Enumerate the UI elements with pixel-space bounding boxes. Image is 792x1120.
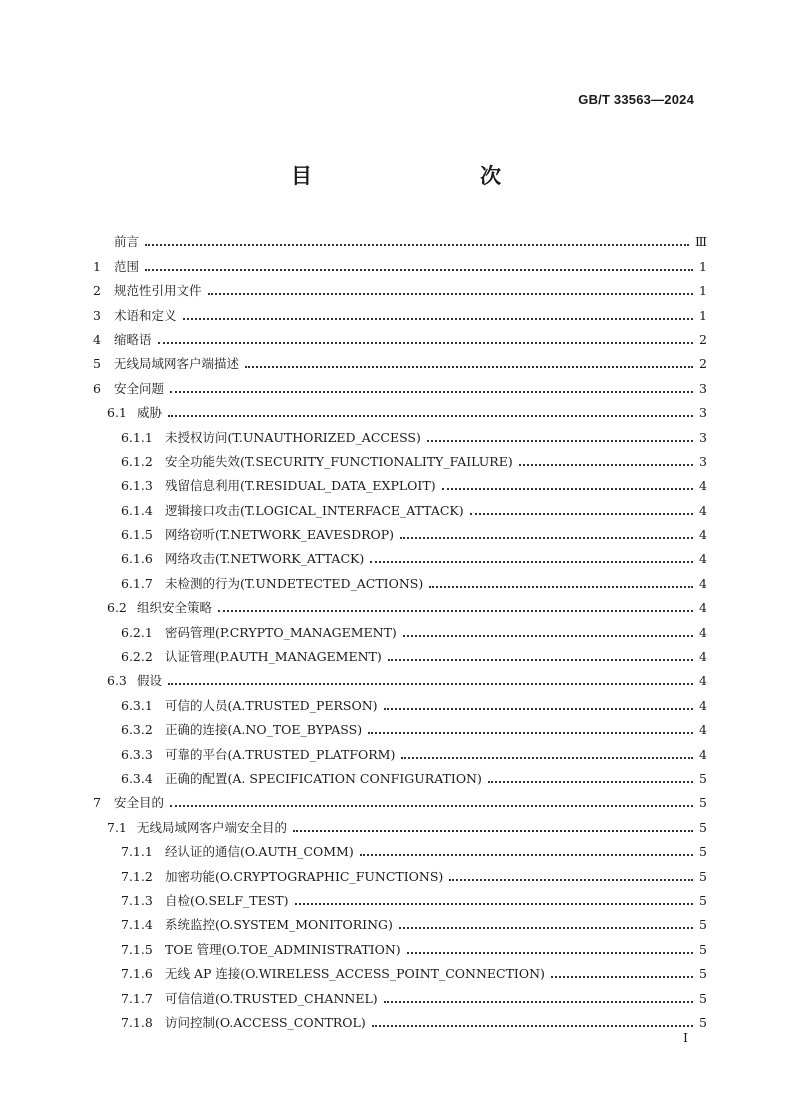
- toc-entry[interactable]: [93, 592, 707, 616]
- toc-leader-dots: [368, 732, 693, 734]
- toc-entry-page: 1: [699, 283, 707, 299]
- toc-entry-number: 6.1.5: [121, 527, 153, 543]
- toc-entry[interactable]: [93, 836, 707, 860]
- toc-entry-number: 7: [93, 795, 101, 811]
- toc-leader-dots: [170, 391, 693, 393]
- toc-entry-page: 3: [699, 405, 707, 421]
- toc-entry-page: 5: [699, 990, 707, 1006]
- toc-entry-page: 4: [699, 673, 707, 689]
- toc-leader-dots: [145, 269, 693, 271]
- toc-entry-page: 5: [699, 941, 707, 957]
- toc-entry[interactable]: [93, 250, 707, 274]
- toc-entry-label: 可信的人员(A.TRUSTED_PERSON): [165, 697, 378, 713]
- toc-entry-label: 威胁: [137, 405, 163, 421]
- toc-entry[interactable]: [93, 275, 707, 299]
- toc-entry-number: 2: [93, 283, 101, 299]
- toc-entry-label: 安全问题: [114, 380, 165, 396]
- toc-entry-label: TOE 管理(O.TOE_ADMINISTRATION): [165, 941, 401, 957]
- toc-entry-number: 6.1.1: [121, 429, 153, 445]
- toc-entry-number: 7.1.1: [121, 844, 153, 860]
- toc-entry[interactable]: [93, 470, 707, 494]
- toc-entry-label: 网络窃听(T.NETWORK_EAVESDROP): [165, 527, 395, 543]
- toc-entry-number: 7.1.2: [121, 868, 153, 884]
- toc-entry-label: 规范性引用文件: [114, 283, 202, 299]
- page-number: I: [683, 1030, 688, 1045]
- toc-leader-dots: [360, 854, 693, 856]
- toc-entry-label: 无线 AP 连接(O.WIRELESS_ACCESS_POINT_CONNECTION): [165, 966, 545, 982]
- toc-leader-dots: [403, 635, 693, 637]
- toc-entry-page: 4: [699, 551, 707, 567]
- toc-entry-number: 6.1.6: [121, 551, 153, 567]
- toc-entry-page: 5: [699, 868, 707, 884]
- toc-entry[interactable]: [93, 372, 707, 396]
- toc-entry[interactable]: [93, 909, 707, 933]
- toc-entry[interactable]: [93, 494, 707, 518]
- toc-leader-dots: [168, 415, 693, 417]
- toc-entry-page: 5: [699, 819, 707, 835]
- toc-leader-dots: [370, 561, 693, 563]
- toc-entry-number: 5: [93, 356, 101, 372]
- toc-entry-label: 可信信道(O.TRUSTED_CHANNEL): [165, 990, 378, 1006]
- toc-leader-dots: [372, 1025, 693, 1027]
- toc-leader-dots: [218, 610, 693, 612]
- toc-entry[interactable]: [93, 763, 707, 787]
- toc-entry-page: 4: [699, 575, 707, 591]
- toc-entry-number: 6.1.2: [121, 453, 153, 469]
- toc-entry-label: 加密功能(O.CRYPTOGRAPHIC_FUNCTIONS): [165, 868, 444, 884]
- toc-entry-number: 7.1.6: [121, 966, 153, 982]
- toc-entry-number: 6.3.4: [121, 770, 153, 786]
- toc-entry[interactable]: [93, 446, 707, 470]
- toc-entry[interactable]: [93, 616, 707, 640]
- toc-leader-dots: [427, 440, 693, 442]
- toc-entry-page: 4: [699, 527, 707, 543]
- toc-entry-page: 4: [699, 722, 707, 738]
- toc-entry-number: 6.1: [107, 405, 127, 421]
- toc-entry-page: 2: [699, 331, 707, 347]
- toc-entry-number: 3: [93, 307, 101, 323]
- toc-leader-dots: [470, 513, 693, 515]
- toc-entry-page: 3: [699, 429, 707, 445]
- toc-entry-page: 5: [699, 844, 707, 860]
- toc-leader-dots: [488, 781, 693, 783]
- toc-entry-page: 3: [699, 380, 707, 396]
- toc-entry-number: 6.1.7: [121, 575, 153, 591]
- toc-leader-dots: [245, 366, 693, 368]
- toc-entry[interactable]: [93, 567, 707, 591]
- toc-entry-page: 4: [699, 624, 707, 640]
- toc-entry-page: 4: [699, 600, 707, 616]
- toc-entry-label: 正确的连接(A.NO_TOE_BYPASS): [165, 722, 363, 738]
- toc-entry-label: 经认证的通信(O.AUTH_COMM): [165, 844, 354, 860]
- toc-entry-number: 6.1.4: [121, 502, 153, 518]
- toc-entry-number: 7.1.8: [121, 1014, 153, 1030]
- toc-entry[interactable]: [93, 324, 707, 348]
- toc-entry-label: 未授权访问(T.UNAUTHORIZED_ACCESS): [165, 429, 421, 445]
- toc-entry-label: 假设: [137, 673, 163, 689]
- toc-entry-label: 可靠的平台(A.TRUSTED_PLATFORM): [165, 746, 396, 762]
- toc-entry-label: 认证管理(P.AUTH_MANAGEMENT): [165, 649, 382, 665]
- toc-entry-label: 范围: [114, 258, 140, 274]
- toc-entry-label: 正确的配置(A. SPECIFICATION CONFIGURATION): [165, 770, 482, 786]
- toc-entry[interactable]: [93, 226, 707, 250]
- toc-entry-label: 术语和定义: [114, 307, 177, 323]
- toc-entry[interactable]: [93, 641, 707, 665]
- toc-entry[interactable]: [93, 299, 707, 323]
- toc-entry-number: 6.3.1: [121, 697, 153, 713]
- toc-entry[interactable]: [93, 860, 707, 884]
- toc-entry-label: 网络攻击(T.NETWORK_ATTACK): [165, 551, 365, 567]
- toc-entry[interactable]: [93, 714, 707, 738]
- toc-entry-number: 6: [93, 380, 101, 396]
- toc-leader-dots: [388, 659, 693, 661]
- toc-leader-dots: [158, 342, 693, 344]
- toc-leader-dots: [551, 976, 693, 978]
- toc-entry-number: 7.1.4: [121, 917, 153, 933]
- toc-entry-label: 组织安全策略: [137, 600, 213, 616]
- toc-entry-number: 6.2.1: [121, 624, 153, 640]
- toc-entry-label: 无线局域网客户端安全目的: [137, 819, 288, 835]
- toc-entry[interactable]: [93, 1007, 707, 1031]
- toc-entry[interactable]: [93, 421, 707, 445]
- toc-entry[interactable]: [93, 689, 707, 713]
- toc-leader-dots: [429, 586, 693, 588]
- toc-entry-number: 7.1.3: [121, 892, 153, 908]
- toc-entry-page: 4: [699, 746, 707, 762]
- toc-entry-number: 7.1.7: [121, 990, 153, 1006]
- toc-entry-page: 5: [699, 795, 707, 811]
- toc-leader-dots: [208, 293, 693, 295]
- toc-entry-page: 3: [699, 453, 707, 469]
- toc-leader-dots: [407, 952, 693, 954]
- toc-entry-page: 2: [699, 356, 707, 372]
- toc-entry-label: 缩略语: [114, 331, 152, 347]
- toc-leader-dots: [293, 830, 693, 832]
- toc-leader-dots: [384, 708, 693, 710]
- toc-entry-page: 4: [699, 478, 707, 494]
- toc-entry[interactable]: [93, 665, 707, 689]
- toc-entry[interactable]: [93, 519, 707, 543]
- toc-entry-label: 系统监控(O.SYSTEM_MONITORING): [165, 917, 393, 933]
- toc-entry-label: 残留信息利用(T.RESIDUAL_DATA_EXPLOIT): [165, 478, 436, 494]
- toc-entry-number: 6.3: [107, 673, 127, 689]
- toc-title: 目 次: [291, 164, 543, 188]
- toc-leader-dots: [449, 879, 693, 881]
- toc-entry-number: 4: [93, 331, 101, 347]
- toc-entry-page: 1: [699, 307, 707, 323]
- toc-entry-page: 5: [699, 966, 707, 982]
- toc-entry-page: 5: [699, 892, 707, 908]
- toc-entry-label: 访问控制(O.ACCESS_CONTROL): [165, 1014, 366, 1030]
- toc-entry-label: 密码管理(P.CRYPTO_MANAGEMENT): [165, 624, 397, 640]
- toc-leader-dots: [399, 927, 693, 929]
- toc-leader-dots: [401, 757, 693, 759]
- toc-leader-dots: [170, 805, 693, 807]
- toc-entry-label: 安全功能失效(T.SECURITY_FUNCTIONALITY_FAILURE): [165, 453, 513, 469]
- toc-entry-page: 4: [699, 649, 707, 665]
- toc-entry-number: 6.3.2: [121, 722, 153, 738]
- toc-entry-number: 6.2: [107, 600, 127, 616]
- toc-entry-label: 前言: [114, 234, 140, 250]
- toc-entry-page: 5: [699, 917, 707, 933]
- toc-entry[interactable]: [93, 958, 707, 982]
- toc-entry-label: 自检(O.SELF_TEST): [165, 892, 289, 908]
- toc-leader-dots: [295, 903, 693, 905]
- toc-entry-page: 1: [699, 258, 707, 274]
- toc-leader-dots: [384, 1001, 693, 1003]
- toc-entry[interactable]: [93, 543, 707, 567]
- toc-leader-dots: [519, 464, 693, 466]
- toc-entry-number: 6.2.2: [121, 649, 153, 665]
- toc-entry[interactable]: [93, 885, 707, 909]
- toc-entry[interactable]: [93, 348, 707, 372]
- toc-entry-label: 安全目的: [114, 795, 165, 811]
- toc-entry-page: Ⅲ: [694, 234, 707, 250]
- toc-leader-dots: [168, 683, 693, 685]
- toc-entry[interactable]: [93, 933, 707, 957]
- toc-entry-label: 无线局域网客户端描述: [114, 356, 240, 372]
- toc-leader-dots: [183, 318, 693, 320]
- toc-leader-dots: [400, 537, 693, 539]
- toc-entry-page: 4: [699, 502, 707, 518]
- toc-entry[interactable]: [93, 787, 707, 811]
- document-code: GB/T 33563—2024: [578, 92, 694, 107]
- toc-leader-dots: [145, 244, 689, 246]
- toc-leader-dots: [442, 488, 693, 490]
- toc-entry-number: 6.1.3: [121, 478, 153, 494]
- toc-entry-number: 7.1: [107, 819, 127, 835]
- toc-entry-page: 4: [699, 697, 707, 713]
- toc-entry-page: 5: [699, 770, 707, 786]
- toc-entry[interactable]: [93, 811, 707, 835]
- toc-entry-label: 未检测的行为(T.UNDETECTED_ACTIONS): [165, 575, 424, 591]
- toc-entry[interactable]: [93, 397, 707, 421]
- toc-entry-number: 1: [93, 258, 101, 274]
- toc-entry-label: 逻辑接口攻击(T.LOGICAL_INTERFACE_ATTACK): [165, 502, 464, 518]
- toc-entry[interactable]: [93, 982, 707, 1006]
- toc-entry[interactable]: [93, 738, 707, 762]
- toc-entry-page: 5: [699, 1014, 707, 1030]
- table-of-contents: [93, 226, 707, 1031]
- toc-entry-number: 6.3.3: [121, 746, 153, 762]
- toc-entry-number: 7.1.5: [121, 941, 153, 957]
